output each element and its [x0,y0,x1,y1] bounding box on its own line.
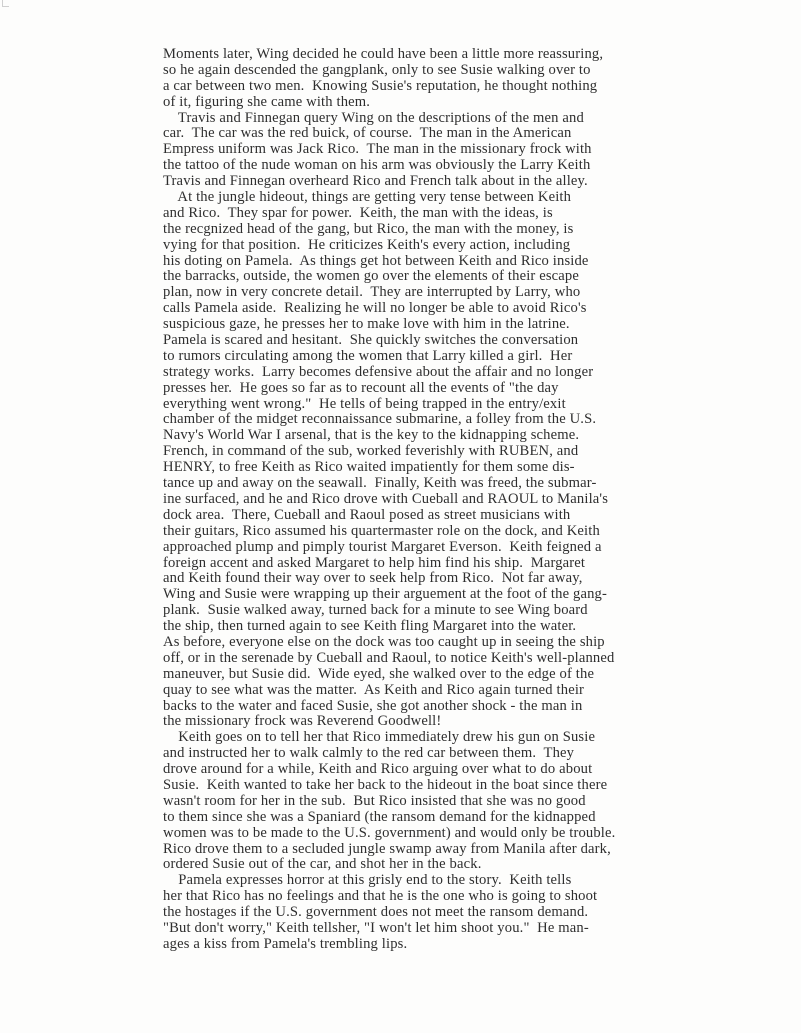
text-line: foreign accent and asked Margaret to help him find his ship. Margaret [163,554,586,571]
text-line: his doting on Pamela. As things get hot between Keith and Rico inside [163,252,589,269]
text-line: approached plump and pimply tourist Margaret Everson. Keith feigned a [163,538,602,555]
text-line: her that Rico has no feelings and that he is the one who is going to shoot [163,888,598,905]
text-line: the ship, then turned again to see Keith fling Margaret into the water. [163,618,577,635]
text-line: everything went wrong." He tells of being trapped in the entry/exit [163,395,566,412]
text-line: a car between two men. Knowing Susie's reputation, he thought nothing [163,77,598,94]
text-line: Wing and Susie were wrapping up their arguement at the foot of the gang- [163,586,607,603]
text-line: so he again descended the gangplank, only to see Susie walking over to [163,61,591,78]
text-line: "But don't worry," Keith tellsher, "I won't let him shoot you." He man- [163,919,589,936]
text-line: and Rico. They spar for power. Keith, the man with the ideas, is [163,204,553,221]
text-line: Travis and Finnegan query Wing on the descriptions of the men and [163,109,584,126]
text-line: Pamela expresses horror at this grisly end to the story. Keith tells [163,872,572,889]
text-line: quay to see what was the matter. As Keith and Rico again turned their [163,681,585,698]
text-line: Empress uniform was Jack Rico. The man in the missionary frock with [163,141,592,158]
text-line: chamber of the midget reconnaissance submarine, a folley from the U.S. [163,411,597,428]
text-line: suspicious gaze, he presses her to make love with him in the latrine. [163,316,570,333]
text-line: At the jungle hideout, things are getting very tense between Keith [163,189,572,206]
text-line: ordered Susie out of the car, and shot her in the back. [163,856,482,873]
text-line: their guitars, Rico assumed his quartermaster role on the dock, and Keith [163,522,600,539]
text-line: Travis and Finnegan overheard Rico and French talk about in the alley. [163,173,588,190]
body-text [163,47,763,953]
text-line: French, in command of the sub, worked feverishly with RUBEN, and [163,443,579,460]
text-line: tance up and away on the seawall. Finally, Keith was freed, the submar- [163,475,597,492]
text-line: the hostages if the U.S. government does not meet the ransom demand. [163,904,589,921]
text-line: to them since she was a Spaniard (the ransom demand for the kidnapped [163,808,596,825]
text-line: the barracks, outside, the women go over the elements of their escape [163,268,579,285]
scan-corner-mark [2,0,9,7]
text-line: the missionary frock was Reverend Goodwell! [163,713,442,730]
text-line: Pamela is scared and hesitant. She quickly switches the conversation [163,332,579,349]
text-line: plan, now in very concrete detail. They are interrupted by Larry, who [163,284,581,301]
text-line: to rumors circulating among the women that Larry killed a girl. Her [163,347,573,364]
text-line: plank. Susie walked away, turned back for a minute to see Wing board [163,602,588,619]
text-line: Susie. Keith wanted to take her back to the hideout in the boat since there [163,776,608,793]
text-line: the tattoo of the nude woman on his arm was obviously the Larry Keith [163,157,591,174]
text-line: Navy's World War I arsenal, that is the key to the kidnapping scheme. [163,427,580,444]
text-line: strategy works. Larry becomes defensive about the affair and no longer [163,363,594,380]
text-line: vying for that position. He criticizes Keith's every action, including [163,236,571,253]
text-line: the recgnized head of the gang, but Rico, the man with the money, is [163,220,574,237]
text-line: Keith goes on to tell her that Rico immediately drew his gun on Susie [163,729,596,746]
text-line: Rico drove them to a secluded jungle swamp away from Manila after dark, [163,840,611,857]
text-line: HENRY, to free Keith as Rico waited impatiently for them some dis- [163,459,575,476]
text-line: women was to be made to the U.S. government) and would only be trouble. [163,824,616,841]
text-line: off, or in the serenade by Cueball and Raoul, to notice Keith's well-planned [163,649,615,666]
text-line: wasn't room for her in the sub. But Rico insisted that she was no good [163,792,586,809]
text-line: of it, figuring she came with them. [163,93,371,110]
text-line: drove around for a while, Keith and Rico arguing over what to do about [163,761,593,778]
text-line: ine surfaced, and he and Rico drove with Cueball and RAOUL to Manila's [163,490,609,507]
text-line: dock area. There, Cueball and Raoul posed as street musicians with [163,506,571,523]
text-line: maneuver, but Susie did. Wide eyed, she walked over to the edge of the [163,665,595,682]
text-line: and Keith found their way over to seek help from Rico. Not far away, [163,570,583,587]
text-line: ages a kiss from Pamela's trembling lips. [163,935,408,952]
text-line: Moments later, Wing decided he could have been a little more reassuring, [163,46,604,62]
text-line: As before, everyone else on the dock was too caught up in seeing the ship [163,633,605,650]
text-line: and instructed her to walk calmly to the red car between them. They [163,745,575,762]
text-line: presses her. He goes so far as to recount all the events of "the day [163,379,559,396]
text-line: backs to the water and faced Susie, she got another shock - the man in [163,697,583,714]
text-line: calls Pamela aside. Realizing he will no longer be able to avoid Rico's [163,300,587,317]
text-line: car. The car was the red buick, of course. The man in the American [163,125,572,142]
